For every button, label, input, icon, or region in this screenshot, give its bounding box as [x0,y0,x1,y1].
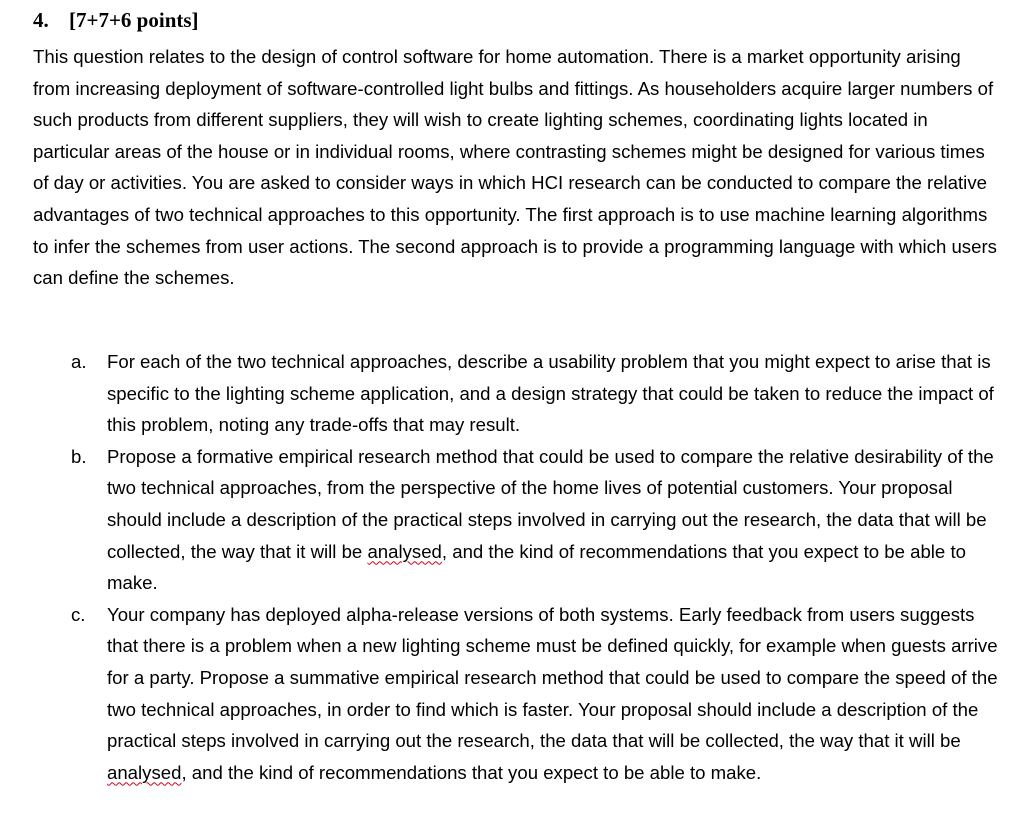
question-parts-list [33,346,1003,788]
part-b-text-before: Propose a formative empirical research method that could be used to compare the relative desirability of the two technical approaches, from the perspective of the home lives of potential customers. Your proposal should include a description of the practical steps involved in carrying out the research, the data that will be collected, the way that it will be [107,445,994,562]
part-c-spellcheck-word[interactable]: analysed [107,761,182,783]
part-c-text-after: , and the kind of recommendations that you expect to be able to make. [181,761,762,783]
part-b-marker: b. [71,445,87,467]
question-intro: This question relates to the design of control software for home automation. There is a market opportunity arising from increasing deployment of software-controlled light bulbs and fittings. As householders acquire larger numbers of such products from different suppliers, they will wish to create lighting schemes, coordinating lights located in particular areas of the house or in individual rooms, where contrasting schemes might be designed for various times of day or activities. You are asked to consider ways in which HCI research can be conducted to compare the relative advantages of two technical approaches to this opportunity. The first approach is to use machine learning algorithms to infer the schemes from user actions. The second approach is to provide a programming language with which users can define the schemes. [33,46,997,289]
part-a-marker: a. [71,351,87,372]
part-c-text-before: Your company has deployed alpha-release versions of both systems. Early feedback from users suggests that there is a problem when a new lighting scheme must be defined quickly, for example when guests arrive for a party. Propose a summative empirical research method that could be used to compare the speed of the two technical approaches, in order to find which is faster. Your proposal should include a description of the practical steps involved in carrying out the research, the data that will be collected, the way that it will be [107,603,998,752]
question-heading [33,6,199,34]
question-number: 4. [33,8,49,32]
part-c [33,599,1003,789]
question-points: [7+7+6 points] [69,8,199,32]
part-b [33,441,1003,599]
part-a-text: For each of the two technical approaches, describe a usability problem that you might expect to arise that is specific to the lighting scheme application, and a design strategy that could be taken to reduce the impact of this problem, noting any trade-offs that may result. [107,351,994,436]
part-b-text-after: , and the kind of recommendations that you expect to be able to make. [107,540,966,594]
part-c-marker: c. [71,603,86,625]
part-b-spellcheck-word[interactable]: analysed [367,540,442,562]
part-a [33,346,1003,441]
